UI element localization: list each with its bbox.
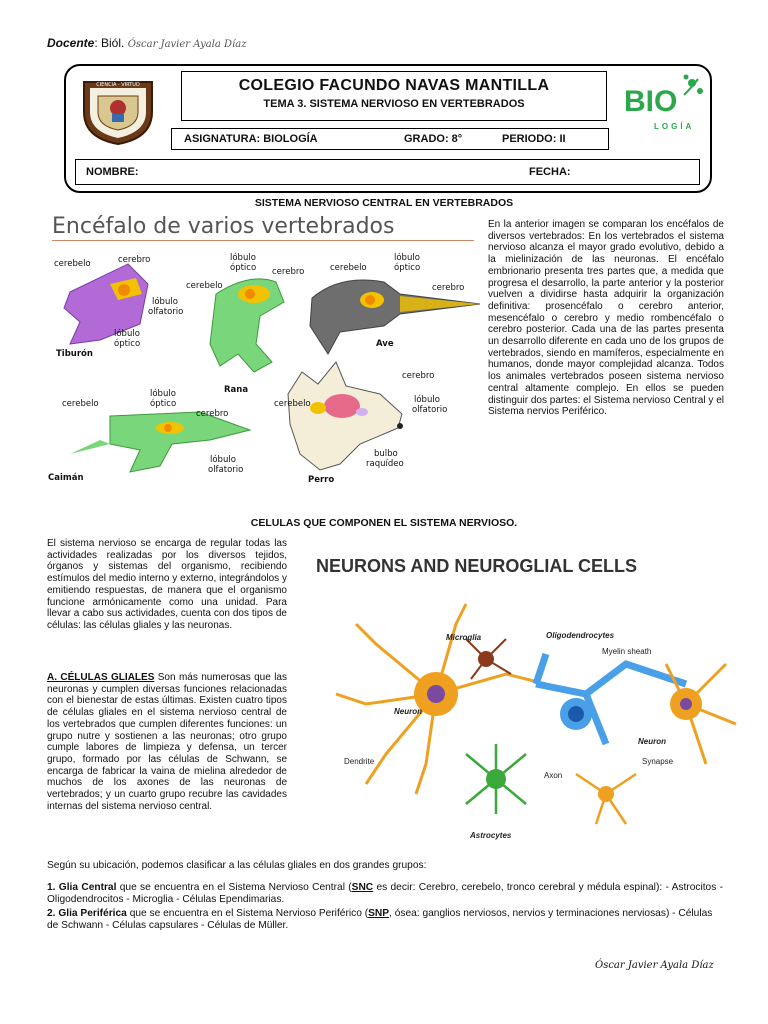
period-label: PERIODO: II <box>502 133 566 145</box>
dog-olfatorio-label-2: olfatorio <box>412 405 448 415</box>
date-label: FECHA: <box>529 166 571 178</box>
dog-cerebelo-label: cerebelo <box>274 399 311 409</box>
bird-optico-label-2: óptico <box>394 263 421 273</box>
logo-sub: LOGÍA <box>654 122 695 131</box>
glia-central-text-a: que se encuentra en el Sistema Nervioso Central ( <box>116 882 352 893</box>
teacher-name: Óscar Javier Ayala Díaz <box>127 39 247 50</box>
glia-central-item <box>47 882 723 907</box>
neurons-figure <box>306 544 746 844</box>
snc-abbr: SNC <box>351 882 374 893</box>
shark-olfatorio-label-2: olfatorio <box>148 307 184 317</box>
frog-optico-label-2: óptico <box>230 263 257 273</box>
teacher-line: Docente: Biól. Óscar Javier Ayala Díaz <box>47 36 247 50</box>
glial-text: Son más numerosas que las neuronas y cumplen diversas funciones relacionadas con el bienestar de estas últimas. Existen cuatro tipos de células gliales en el sistema nervioso central de los vertebrados que cumplen diferentes funciones: un grupo nutre y sostienen a las neuronas; otro grupo cumple labores de limpieza y defensa, un tercer grupo, formado por las células de Schwann, se encarga de fabricar la vaina de mielina alrededor de muchos de los axones de las neuronas de vertebrados; y un cuarto grupo recubre las cavidades internas del sistema nervioso central. <box>47 672 287 812</box>
glia-peripheral-label: 2. Glia Periférica <box>47 908 127 919</box>
snp-abbr: SNP <box>368 908 390 919</box>
glia-central-text-b: es decir: Cerebro, cerebelo, tronco cerebral y médula espinal): - Astrocitos - Oligodendrocitos - Microglia - Células Ependimarias. <box>47 882 723 906</box>
school-name: COLEGIO FACUNDO NAVAS MANTILLA <box>238 77 550 94</box>
bird-cerebelo-label: cerebelo <box>330 263 367 273</box>
footer-author: Óscar Javier Ayala Díaz <box>595 960 714 971</box>
dog-name: Perro <box>308 475 335 485</box>
caiman-olfatorio-label-1: lóbulo <box>210 455 236 465</box>
shark-olfatorio-label-1: lóbulo <box>152 297 178 307</box>
brain-figure-title: Encéfalo de varios vertebrados <box>52 214 395 239</box>
bird-cerebro-label: cerebro <box>432 283 465 293</box>
info-row <box>171 128 609 150</box>
brain-description: En la anterior imagen se comparan los encéfalos de diversos vertebrados: En los vertebrados el sistema nervioso alcanza el mayor grado evolutivo, debido a la mielinización de las neuronas. El encéfalo embrionario presenta tres partes que, a medida que progresa el desarrollo, la parte anterior y la posterior vuelven a dividirse hasta adquirir la organización definitiva: prosencéfalo o cerebro anterior, mesencéfalo o cerebro y medio rombencéfalo o cerebro posterior. Cada una de las partes presenta un desarrollo diferente en cada uno de los grupos de vertebrados, siendo en mamíferos, especialmente en humanos, donde mayor complejidad alcanza. Todos los animales vertebrados poseen sistema nervioso central altamente complejo. En ellos se pueden distinguir dos partes: el Sistema nervioso Central y el Sistema nervios Periférico. <box>488 219 724 418</box>
bird-name: Ave <box>376 339 394 349</box>
caiman-cerebelo-label: cerebelo <box>62 399 99 409</box>
glia-peripheral-text-a: que se encuentra en el Sistema Nervioso Periférico ( <box>126 908 369 919</box>
synapse-label: Synapse <box>642 757 674 766</box>
dendrite-label: Dendrite <box>344 757 375 766</box>
dog-olfatorio-label-1: lóbulo <box>414 395 440 405</box>
dog-bulbo-label-2: raquídeo <box>366 459 404 469</box>
grade-label: GRADO: 8° <box>404 133 463 145</box>
caiman-name: Caimán <box>48 473 84 483</box>
shark-cerebro-label: cerebro <box>118 255 151 265</box>
caiman-olfatorio-label-2: olfatorio <box>208 465 244 475</box>
caiman-optico-label-2: óptico <box>150 399 177 409</box>
logo-text: BIO <box>624 85 678 118</box>
caiman-optico-label-1: lóbulo <box>150 389 176 399</box>
axon-label: Axon <box>544 771 563 780</box>
glia-classification-intro: Según su ubicación, podemos clasificar a las células gliales en dos grandes grupos: <box>47 860 427 871</box>
astrocytes-label: Astrocytes <box>470 831 512 840</box>
shark-name: Tiburón <box>56 349 93 359</box>
title-box <box>181 71 607 121</box>
neuron-left-label: Neuron <box>394 707 422 716</box>
glia-peripheral-item <box>47 908 723 933</box>
dog-cerebro-label: cerebro <box>402 371 435 381</box>
caiman-cerebro-label: cerebro <box>196 409 229 419</box>
topic-title: TEMA 3. SISTEMA NERVIOSO EN VERTEBRADOS <box>263 98 525 110</box>
name-date-row <box>75 159 700 185</box>
microglia-label: Microglia <box>446 633 482 642</box>
section2-heading: CELULAS QUE COMPONEN EL SISTEMA NERVIOSO. <box>250 517 518 529</box>
oligodendrocyte-illustration <box>536 654 686 744</box>
frog-cerebro-label: cerebro <box>272 267 305 277</box>
biologia-logo-icon <box>622 73 706 133</box>
neuron-right-label: Neuron <box>638 737 666 746</box>
myelin-label: Myelin sheath <box>602 647 652 656</box>
section1-heading: SISTEMA NERVIOSO CENTRAL EN VERTEBRADOS <box>254 197 514 209</box>
frog-cerebelo-label: cerebelo <box>186 281 223 291</box>
name-label: NOMBRE: <box>86 166 139 178</box>
school-crest-icon <box>78 74 158 146</box>
glia-peripheral-text-b: , ósea: ganglios nerviosos, nervios y terminaciones nerviosas) - Células de Schwann - Células capsulares - Células de Müller. <box>47 908 713 932</box>
nervous-system-intro: El sistema nervioso se encarga de regular todas las actividades realizadas por los diversos tejidos, órganos y sistemas del organismo, recibiendo estímulos del medio interno y externo, integrándolos y emitiendo respuestas, de manera que el organismo funcione armónicamente como una unidad. Para llevar a cabo sus actividades, cuenta con dos tipos de células: las células gliales y las neuronas. <box>47 538 287 631</box>
dog-bulbo-label-1: bulbo <box>374 449 398 459</box>
shark-cerebelo-label: cerebelo <box>54 259 91 269</box>
shark-optico-label-1: lóbulo <box>114 329 140 339</box>
bird-optico-label-1: lóbulo <box>394 253 420 263</box>
svg-text:CIENCIA · VIRTUD: CIENCIA · VIRTUD <box>96 82 140 88</box>
glia-central-label: 1. Glia Central <box>47 882 117 893</box>
frog-optico-label-1: lóbulo <box>230 253 256 263</box>
teacher-prefix: Biól. <box>101 36 125 50</box>
oligodendrocytes-label: Oligodendrocytes <box>546 631 615 640</box>
shark-optico-label-2: óptico <box>114 339 141 349</box>
frog-illustration <box>210 279 284 372</box>
glial-heading: A. CÉLULAS GLIALES <box>47 672 155 683</box>
frog-name: Rana <box>224 385 249 395</box>
subject-label: ASIGNATURA: BIOLOGÍA <box>184 133 318 145</box>
vertebrate-brains-figure <box>40 244 480 490</box>
teacher-label: Docente <box>47 36 95 50</box>
glial-cells-paragraph <box>47 672 287 812</box>
brain-figure-underline <box>52 240 474 241</box>
neurons-figure-title: NEURONS AND NEUROGLIAL CELLS <box>316 556 638 576</box>
